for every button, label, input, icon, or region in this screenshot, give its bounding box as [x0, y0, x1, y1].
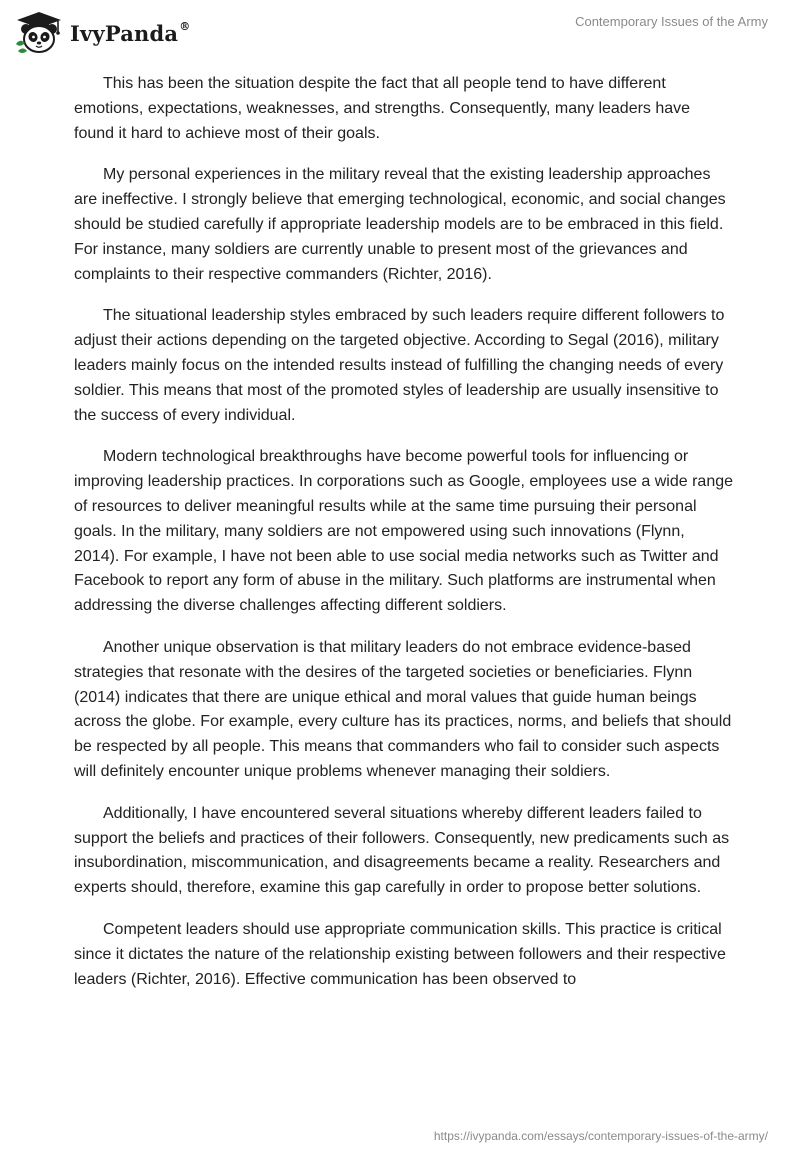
brand-name: IvyPanda®: [70, 19, 191, 46]
source-url-link[interactable]: https://ivypanda.com/essays/contemporary-issues-of-the-army/: [433, 1129, 768, 1143]
page-header: [0, 0, 800, 70]
essay-body: [74, 72, 734, 1009]
paragraph: The situational leadership styles embraced by such leaders require different followers to adjust their actions depending on the targeted objective. According to Segal (2016), military leaders mainly focus on the intended results instead of fulfilling the changing needs of every soldier. This means that most of the promoted styles of leadership are usually insensitive to the success of every individual.: [74, 307, 725, 424]
panda-graduate-icon: [14, 10, 64, 54]
document-title: Contemporary Issues of the Army: [575, 14, 768, 29]
paragraph: My personal experiences in the military reveal that the existing leadership approaches are ineffective. I strongly believe that emerging technological, economic, and social changes should be studied carefully if appropriate leadership models are to be embraced in this field. For instance, many soldiers are currently unable to present most of the grievances and complaints to their respective commanders (Richter, 2016).: [74, 166, 726, 283]
paragraph: Additionally, I have encountered several situations whereby different leaders failed to support the beliefs and practices of their followers. Consequently, new predicaments such as insubordination, miscommunication, and disagreements became a reality. Researchers and experts should, therefore, examine this gap carefully in order to propose better solutions.: [74, 804, 730, 897]
paragraph: This has been the situation despite the fact that all people tend to have different emotions, expectations, weaknesses, and strengths. Consequently, many leaders have found it hard to achieve most of their goals.: [74, 75, 691, 142]
brand-logo[interactable]: [14, 10, 190, 54]
paragraph: Another unique observation is that military leaders do not embrace evidence-based strategies that resonate with the desires of the targeted societies or beneficiaries. Flynn (2014) indicates that there are unique ethical and moral values that guide human beings across the globe. For example, every culture has its practices, norms, and beliefs that should be respected by all people. This means that commanders who fail to consider such aspects will definitely encounter unique problems whenever managing their soldiers.: [74, 638, 732, 780]
paragraph: Competent leaders should use appropriate communication skills. This practice is critical since it dictates the nature of the relationship existing between followers and their respective leaders (Richter, 2016). Effective communication has been observed to: [74, 920, 726, 988]
paragraph: Modern technological breakthroughs have become powerful tools for influencing or improving leadership practices. In corporations such as Google, employees use a wide range of resources to deliver meaningful results while at the same time pursuing their personal goals. In the military, many soldiers are not empowered using such innovations (Flynn, 2014). For example, I have not been able to use social media networks such as Twitter and Facebook to report any form of abuse in the military. Such platforms are instrumental when addressing the diverse challenges affecting different soldiers.: [74, 448, 734, 615]
